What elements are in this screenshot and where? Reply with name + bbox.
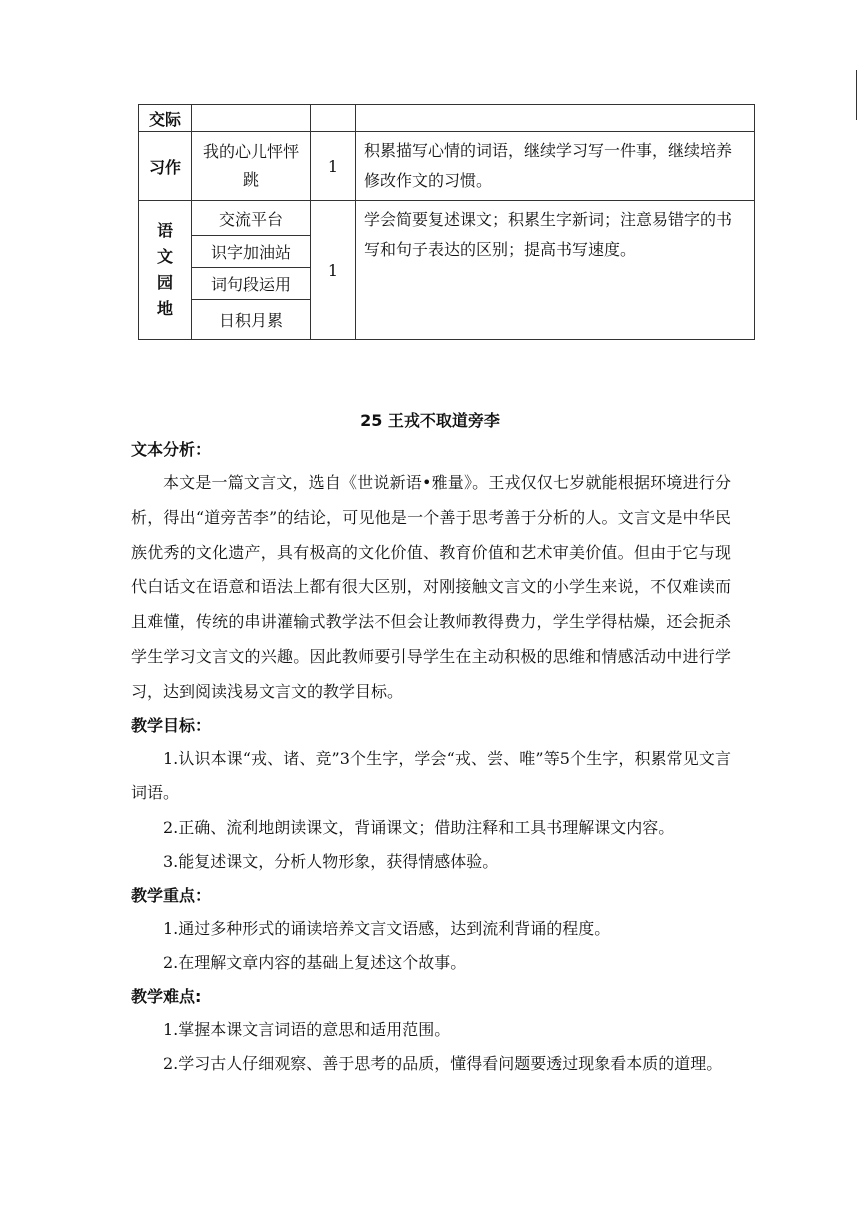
name-cell: 识字加油站	[192, 236, 311, 268]
section-heading: 文本分析：	[131, 440, 212, 459]
section-heading: 教学目标：	[131, 715, 212, 735]
goal-item: 3.能复述课文，分析人物形象，获得情感体验。	[163, 852, 499, 872]
name-cell	[192, 105, 311, 132]
section-cell	[139, 201, 192, 340]
section-cell: 交际	[139, 105, 192, 132]
section-heading: 教学难点:	[131, 986, 202, 1006]
goal-item: 2.正确、流利地朗读课文，背诵课文；借助注释和工具书理解课文内容。	[163, 817, 675, 837]
table-row	[139, 201, 755, 236]
lesson-content	[131, 438, 731, 1082]
hours-cell: 1	[311, 132, 356, 201]
desc-cell: 积累描写心情的词语，继续学习写一件事，继续培养修改作文的习惯。	[356, 132, 755, 201]
section-heading: 教学重点：	[131, 885, 212, 905]
difficulty-item: 2.学习古人仔细观察、善于思考的品质，懂得看问题要透过现象看本质的道理。	[163, 1054, 723, 1074]
desc-cell	[356, 105, 755, 132]
focus-item: 2.在理解文章内容的基础上复述这个故事。	[163, 953, 467, 973]
table-row	[139, 105, 755, 132]
hours-cell	[311, 105, 356, 132]
analysis-paragraph: 本文是一篇文言文，选自《世说新语•雅量》。王戎仅仅七岁就能根据环境进行分析，得出“道旁苦李”的结论，可见他是一个善于思考善于分析的人。文言文是中华民族优秀的文化遗产，具有极高的文化价值、教育价值和艺术审美价值。但由于它与现代白话文在语意和语法上都有很大区别，对刚接触文言文的小学生来说，不仅难读而且难懂，传统的串讲灌输式教学法不但会让教师教得费力，学生学得枯燥，还会扼杀学生学习文言文的兴趣。因此教师要引导学生在主动积极的思维和情感活动中进行学习，达到阅读浅易文言文的教学目标。	[131, 473, 731, 701]
name-cell: 交流平台	[192, 201, 311, 236]
lesson-title: 25 王戎不取道旁李	[360, 411, 500, 430]
section-char: 地	[156, 299, 173, 318]
name-cell: 日积月累	[192, 300, 311, 340]
name-cell: 词句段运用	[192, 268, 311, 300]
section-cell: 习作	[139, 132, 192, 201]
difficulty-item: 1.掌握本课文言词语的意思和适用范围。	[163, 1019, 451, 1039]
hours-cell: 1	[311, 201, 356, 340]
section-char: 语	[156, 221, 173, 240]
desc-cell: 学会简要复述课文；积累生字新词；注意易错字的书写和句子表达的区别；提高书写速度。	[356, 201, 755, 340]
goal-item: 1.认识本课“戎、诸、竞”3个生字，学会“戎、尝、唯”等5个生字，积累常见文言词语。	[131, 748, 731, 803]
focus-item: 1.通过多种形式的诵读培养文言文语感，达到流利背诵的程度。	[163, 918, 611, 938]
name-cell: 我的心儿怦怦跳	[192, 132, 311, 201]
table-row	[139, 132, 755, 201]
section-char: 文	[156, 247, 173, 266]
page-edge-line	[856, 70, 857, 120]
unit-plan-table	[138, 104, 755, 340]
section-char: 园	[156, 273, 173, 292]
